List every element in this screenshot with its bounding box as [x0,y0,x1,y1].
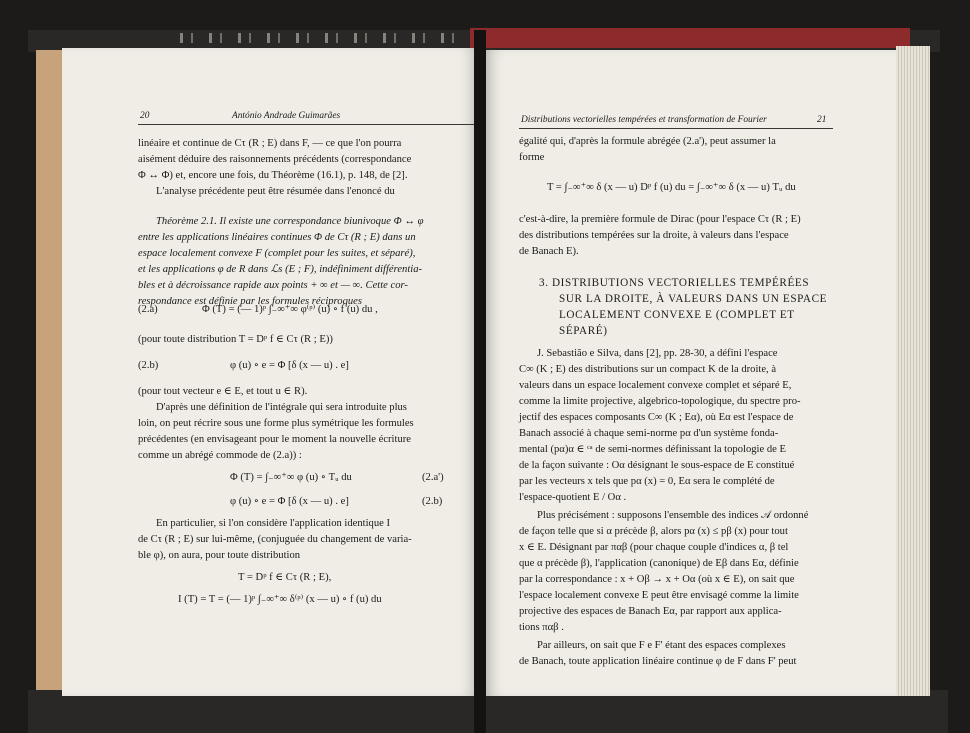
text-line: que α précède β), l'application (canonique) de Eβ dans Eα, définie [519,558,799,569]
text-line: l'espace-quotient E / Oα . [519,492,627,503]
text-line: égalité qui, d'après la formule abrégée (2.a'), peut assumer la [519,136,776,147]
text-line: (pour toute distribution T = Dᵖ f ∈ Cτ (R ; E)) [138,334,333,345]
book-spine-edge [470,28,910,48]
theorem-line: respondance est définie par les formules réciproques [138,296,362,307]
text-line: aisément déduire des raisonnements précédents (correspondance [138,154,412,165]
theorem-line: espace localement convexe F (complet pour les suites, et séparé), [138,248,416,259]
text-line: des distributions tempérées sur la droite, à valeurs dans l'espace [519,230,789,241]
equation-tag: (2.a') [422,472,444,483]
text-line: En particulier, si l'on considère l'application identique I [156,518,391,529]
section-heading: LOCALEMENT CONVEXE E (COMPLET ET [559,309,795,321]
text-line: comme un abrégé commode de (2.a)) : [138,450,302,461]
left-page-number: 20 [140,111,150,121]
text-line: (pour tout vecteur e ∈ E, et tout u ∈ R). [138,386,308,397]
formula: T = Dᵖ f ∈ Cτ (R ; E), [238,572,332,583]
equation-tag: (2.b) [138,360,159,371]
page-fore-edge [896,46,930,696]
text-line: par la correspondance : x + Oβ → x + Oα (où x ∈ E), on sait que [519,574,795,585]
text-line: de Banach E). [519,246,579,257]
section-heading: SUR LA DROITE, À VALEURS DANS UN ESPACE [559,293,828,305]
equation-tag: (2.b) [422,496,443,507]
left-running-head: António Andrade Guimarães [232,111,341,121]
equation-tag: (2.a) [138,304,158,315]
text-line: J. Sebastião e Silva, dans [2], pp. 28-30, a défini l'espace [537,348,778,359]
text-line: ble φ), on aura, pour toute distribution [138,550,301,561]
text-line: Par ailleurs, on sait que F e F' étant des espaces complexes [537,640,786,651]
text-line: de Cτ (R ; E) sur lui-même, (conjuguée du changement de varia- [138,534,412,545]
section-heading: 3. DISTRIBUTIONS VECTORIELLES TEMPÉRÉES [539,277,810,289]
text-line: loin, on peut récrire sous une forme plus symétrique les formules [138,418,414,429]
section-heading: SÉPARÉ) [559,325,608,337]
text-line: D'après une définition de l'intégrale qui sera introduite plus [156,402,407,413]
text-line: de la façon suivante : Oα désignant le sous-espace de E constitué [519,460,795,471]
text-line: Banach associé à chaque semi-norme pα d'un système fonda- [519,428,779,439]
text-line: de Banach, toute application linéaire continue φ de F dans F' peut [519,656,797,667]
theorem-line: bles et à décroissance rapide aux points + ∞ et — ∞. Cette cor- [138,280,408,291]
text-line: par les vecteurs x tels que pα (x) = 0, Eα sera le complété de [519,476,775,487]
header-rule [519,128,833,129]
text-line: Φ ↔ Φ) et, encore une fois, du Théorème (16.1), p. 148, de [2]. [138,170,408,181]
formula: T = ∫₋∞⁺∞ δ (x — u) Dᵖ f (u) du = ∫₋∞⁺∞ δ (x — u) Tᵤ du [547,182,796,193]
theorem-line: Théorème 2.1. Il existe une correspondance biunivoque Φ ↔ φ [156,216,424,227]
right-page-number: 21 [817,115,827,125]
text-line: C∞ (K ; E) des distributions sur un compact K de la droite, à [519,364,777,375]
text-line: valeurs dans un espace localement convexe complet et séparé E, [519,380,792,391]
text-line: jectif des espaces composants C∞ (K ; Eα), où Eα est l'espace de [519,412,794,423]
formula: Φ (T) = (— 1)ᵖ ∫₋∞⁺∞ φ⁽ᵖ⁾ (u) ∘ f (u) du , [202,304,378,315]
text-line: linéaire et continue de Cτ (R ; E) dans F, — ce que l'on pourra [138,138,402,149]
header-rule [138,124,478,125]
text-line: de façon telle que si α précède β, alors pα (x) ≤ pβ (x) pour tout [519,526,788,537]
book-cover-bottom [28,690,948,733]
left-page [62,48,480,696]
text-line: mental (pα)α ∈ ᶜᵃ de semi-normes définissant la topologie de E [519,444,786,455]
book-gutter [474,30,486,733]
text-line: L'analyse précédente peut être résumée dans l'enoncé du [156,186,395,197]
formula: φ (u) ∘ e = Φ [δ (x — u) . e] [230,496,349,507]
text-line: projective des espaces de Banach Eα, par rapport aux applica- [519,606,782,617]
right-page [483,50,896,696]
theorem-line: entre les applications linéaires continues Φ de Cτ (R ; E) dans un [138,232,416,243]
right-running-head: Distributions vectorielles tempérées et transformation de Fourier [521,115,767,125]
theorem-line: et les applications φ de R dans ℒs (E ; F), indéfiniment différentia- [138,264,423,275]
formula: φ (u) ∘ e = Φ [δ (x — u) . e] [230,360,349,371]
text-line: c'est-à-dire, la première formule de Dirac (pour l'espace Cτ (R ; E) [519,214,801,225]
formula: Φ (T) = ∫₋∞⁺∞ φ (u) ∘ Tᵤ du [230,472,352,483]
formula: I (T) = T = (— 1)ᵖ ∫₋∞⁺∞ δ⁽ᵖ⁾ (x — u) ∘ f (u) du [178,594,382,605]
text-line: x ∈ E. Désignant par παβ (pour chaque couple d'indices α, β tel [519,542,789,553]
book-leather-edge [36,50,62,690]
text-line: l'espace localement convexe E peut être envisagé comme la limite [519,590,799,601]
text-line: forme [519,152,545,163]
text-line: tions παβ . [519,622,564,633]
text-line: précédentes (en envisageant pour le moment la nouvelle écriture [138,434,411,445]
text-line: Plus précisément : supposons l'ensemble des indices 𝒜 ordonné [537,510,809,521]
text-line: comme la limite projective, algebrico-topologique, du spectre pro- [519,396,801,407]
